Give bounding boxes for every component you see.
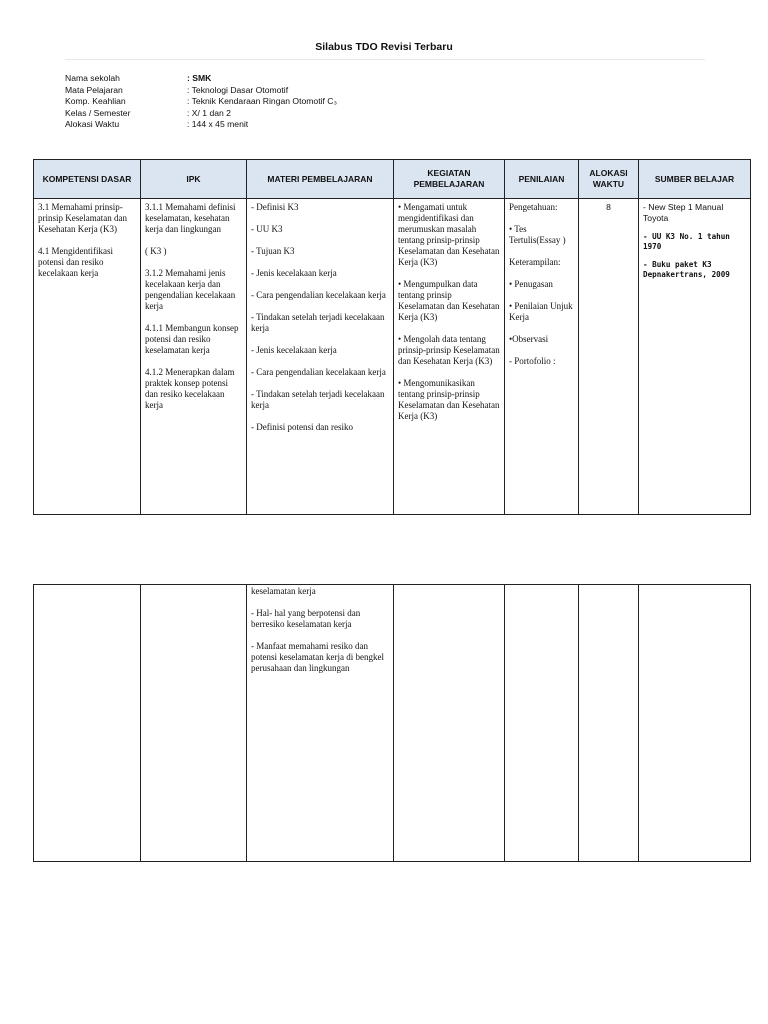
info-label: Nama sekolah: [65, 73, 120, 83]
cell-kegiatan: [394, 199, 505, 515]
syllabus-table: [33, 159, 751, 515]
penilaian-item: • Penugasan: [509, 279, 553, 289]
header-sumber: SUMBER BELAJAR: [639, 160, 751, 199]
info-value: : X/ 1 dan 2: [187, 107, 231, 118]
cell-ipk: [141, 585, 247, 862]
materi-item: - Tujuan K3: [251, 246, 295, 256]
materi-item: - Cara pengendalian kecelakaan kerja: [251, 367, 386, 377]
header-penilaian: PENILAIAN: [505, 160, 579, 199]
cell-kompetensi-dasar: [34, 199, 141, 515]
cell-alokasi: [579, 199, 639, 515]
kegiatan-item: • Mengamati untuk mengidentifikasi dan merumuskan masalah tentang prinsip-prinsip Keselamatan dan Kesehatan Kerja (K3): [398, 202, 500, 267]
info-value: : SMK: [187, 73, 212, 83]
materi-item: - Jenis kecelakaan kerja: [251, 345, 337, 355]
kegiatan-item: • Mengomunikasikan tentang prinsip-prinsip Keselamatan dan Kesehatan Kerja (K3): [398, 378, 500, 421]
ipk-item: 4.1.2 Menerapkan dalam praktek konsep potensi dan resiko kecelakaan kerja: [145, 367, 235, 410]
info-label: Komp. Keahlian: [65, 96, 126, 106]
cell-kegiatan: [394, 585, 505, 862]
materi-item: - Cara pengendalian kecelakaan kerja: [251, 290, 386, 300]
materi-item: - Definisi K3: [251, 202, 299, 212]
info-label: Alokasi Waktu: [65, 119, 120, 129]
kegiatan-item: • Mengumpulkan data tentang prinsip Keselamatan dan Kesehatan Kerja (K3): [398, 279, 500, 322]
table-row: [34, 585, 751, 862]
document-title: Silabus TDO Revisi Terbaru: [315, 41, 453, 53]
kegiatan-item: • Mengolah data tentang prinsip-prinsip Keselamatan dan Kesehatan Kerja (K3): [398, 334, 500, 366]
info-row-school: [65, 73, 337, 85]
penilaian-item: • Penilaian Unjuk Kerja: [509, 301, 573, 322]
materi-item: - UU K3: [251, 224, 283, 234]
header-ipk: IPK: [141, 160, 247, 199]
materi-item: - Definisi potensi dan resiko: [251, 422, 353, 432]
cell-materi: [247, 199, 394, 515]
ipk-item: ( K3 ): [145, 246, 167, 256]
info-row-class: [65, 108, 337, 120]
penilaian-item: • Tes Tertulis(Essay ): [509, 224, 566, 245]
penilaian-item: Keterampilan:: [509, 257, 561, 267]
info-label: Mata Pelajaran: [65, 84, 123, 95]
materi-item: - Tindakan setelah terjadi kecelakaan kerja: [251, 389, 385, 410]
penilaian-item: Pengetahuan:: [509, 202, 558, 212]
materi-item: - Tindakan setelah terjadi kecelakaan kerja: [251, 312, 385, 333]
info-row-subject: [65, 85, 337, 97]
materi-item: - Hal- hal yang berpotensi dan berresiko keselamatan kerja: [251, 608, 361, 629]
kd-item: 3.1 Memahami prinsip-prinsip Keselamatan dan Kesehatan Kerja (K3): [38, 202, 127, 234]
materi-item: keselamatan kerja: [251, 586, 316, 596]
ipk-item: 3.1.2 Memahami jenis kecelakaan kerja dan pengendalian kecelakaan kerja: [145, 268, 236, 311]
cell-alokasi: [579, 585, 639, 862]
info-value: : 144 x 45 menit: [187, 119, 249, 129]
cell-penilaian: [505, 585, 579, 862]
school-info: [65, 73, 337, 131]
sumber-item: - Buku paket K3 Depnakertrans, 2009: [643, 260, 730, 279]
header-materi: MATERI PEMBELAJARAN: [247, 160, 394, 199]
table-row: [34, 199, 751, 515]
cell-materi: [247, 585, 394, 862]
cell-ipk: [141, 199, 247, 515]
header-kegiatan: KEGIATAN PEMBELAJARAN: [394, 160, 505, 199]
materi-item: - Manfaat memahami resiko dan potensi keselamatan kerja di bengkel perusahaan dan lingkungan: [251, 641, 384, 673]
info-label: Kelas / Semester: [65, 107, 131, 118]
sumber-item: - UU K3 No. 1 tahun 1970: [643, 232, 730, 251]
penilaian-item: - Portofolio :: [509, 356, 556, 366]
info-value: : Teknologi Dasar Otomotif: [187, 84, 289, 95]
kd-item: 4.1 Mengidentifikasi potensi dan resiko kecelakaan kerja: [38, 246, 113, 278]
syllabus-table-continued: [33, 584, 751, 862]
ipk-item: 3.1.1 Memahami definisi keselamatan, kesehatan kerja dan lingkungan: [145, 202, 236, 234]
title-divider: [65, 59, 705, 60]
cell-sumber: [639, 199, 751, 515]
info-value: : Teknik Kendaraan Ringan Otomotif C₃: [187, 96, 337, 106]
sumber-item: - New Step 1 Manual Toyota: [643, 202, 724, 223]
header-kompetensi-dasar: KOMPETENSI DASAR: [34, 160, 141, 199]
ipk-item: 4.1.1 Membangun konsep potensi dan resiko keselamatan kerja: [145, 323, 239, 355]
cell-kompetensi-dasar: [34, 585, 141, 862]
alokasi-value: 8: [606, 202, 611, 212]
info-row-competency: [65, 96, 337, 108]
cell-sumber: [639, 585, 751, 862]
materi-item: - Jenis kecelakaan kerja: [251, 268, 337, 278]
cell-penilaian: [505, 199, 579, 515]
header-alokasi: ALOKASI WAKTU: [579, 160, 639, 199]
penilaian-item: •Observasi: [509, 334, 549, 344]
table-header-row: [34, 160, 751, 199]
info-row-time: [65, 119, 337, 131]
